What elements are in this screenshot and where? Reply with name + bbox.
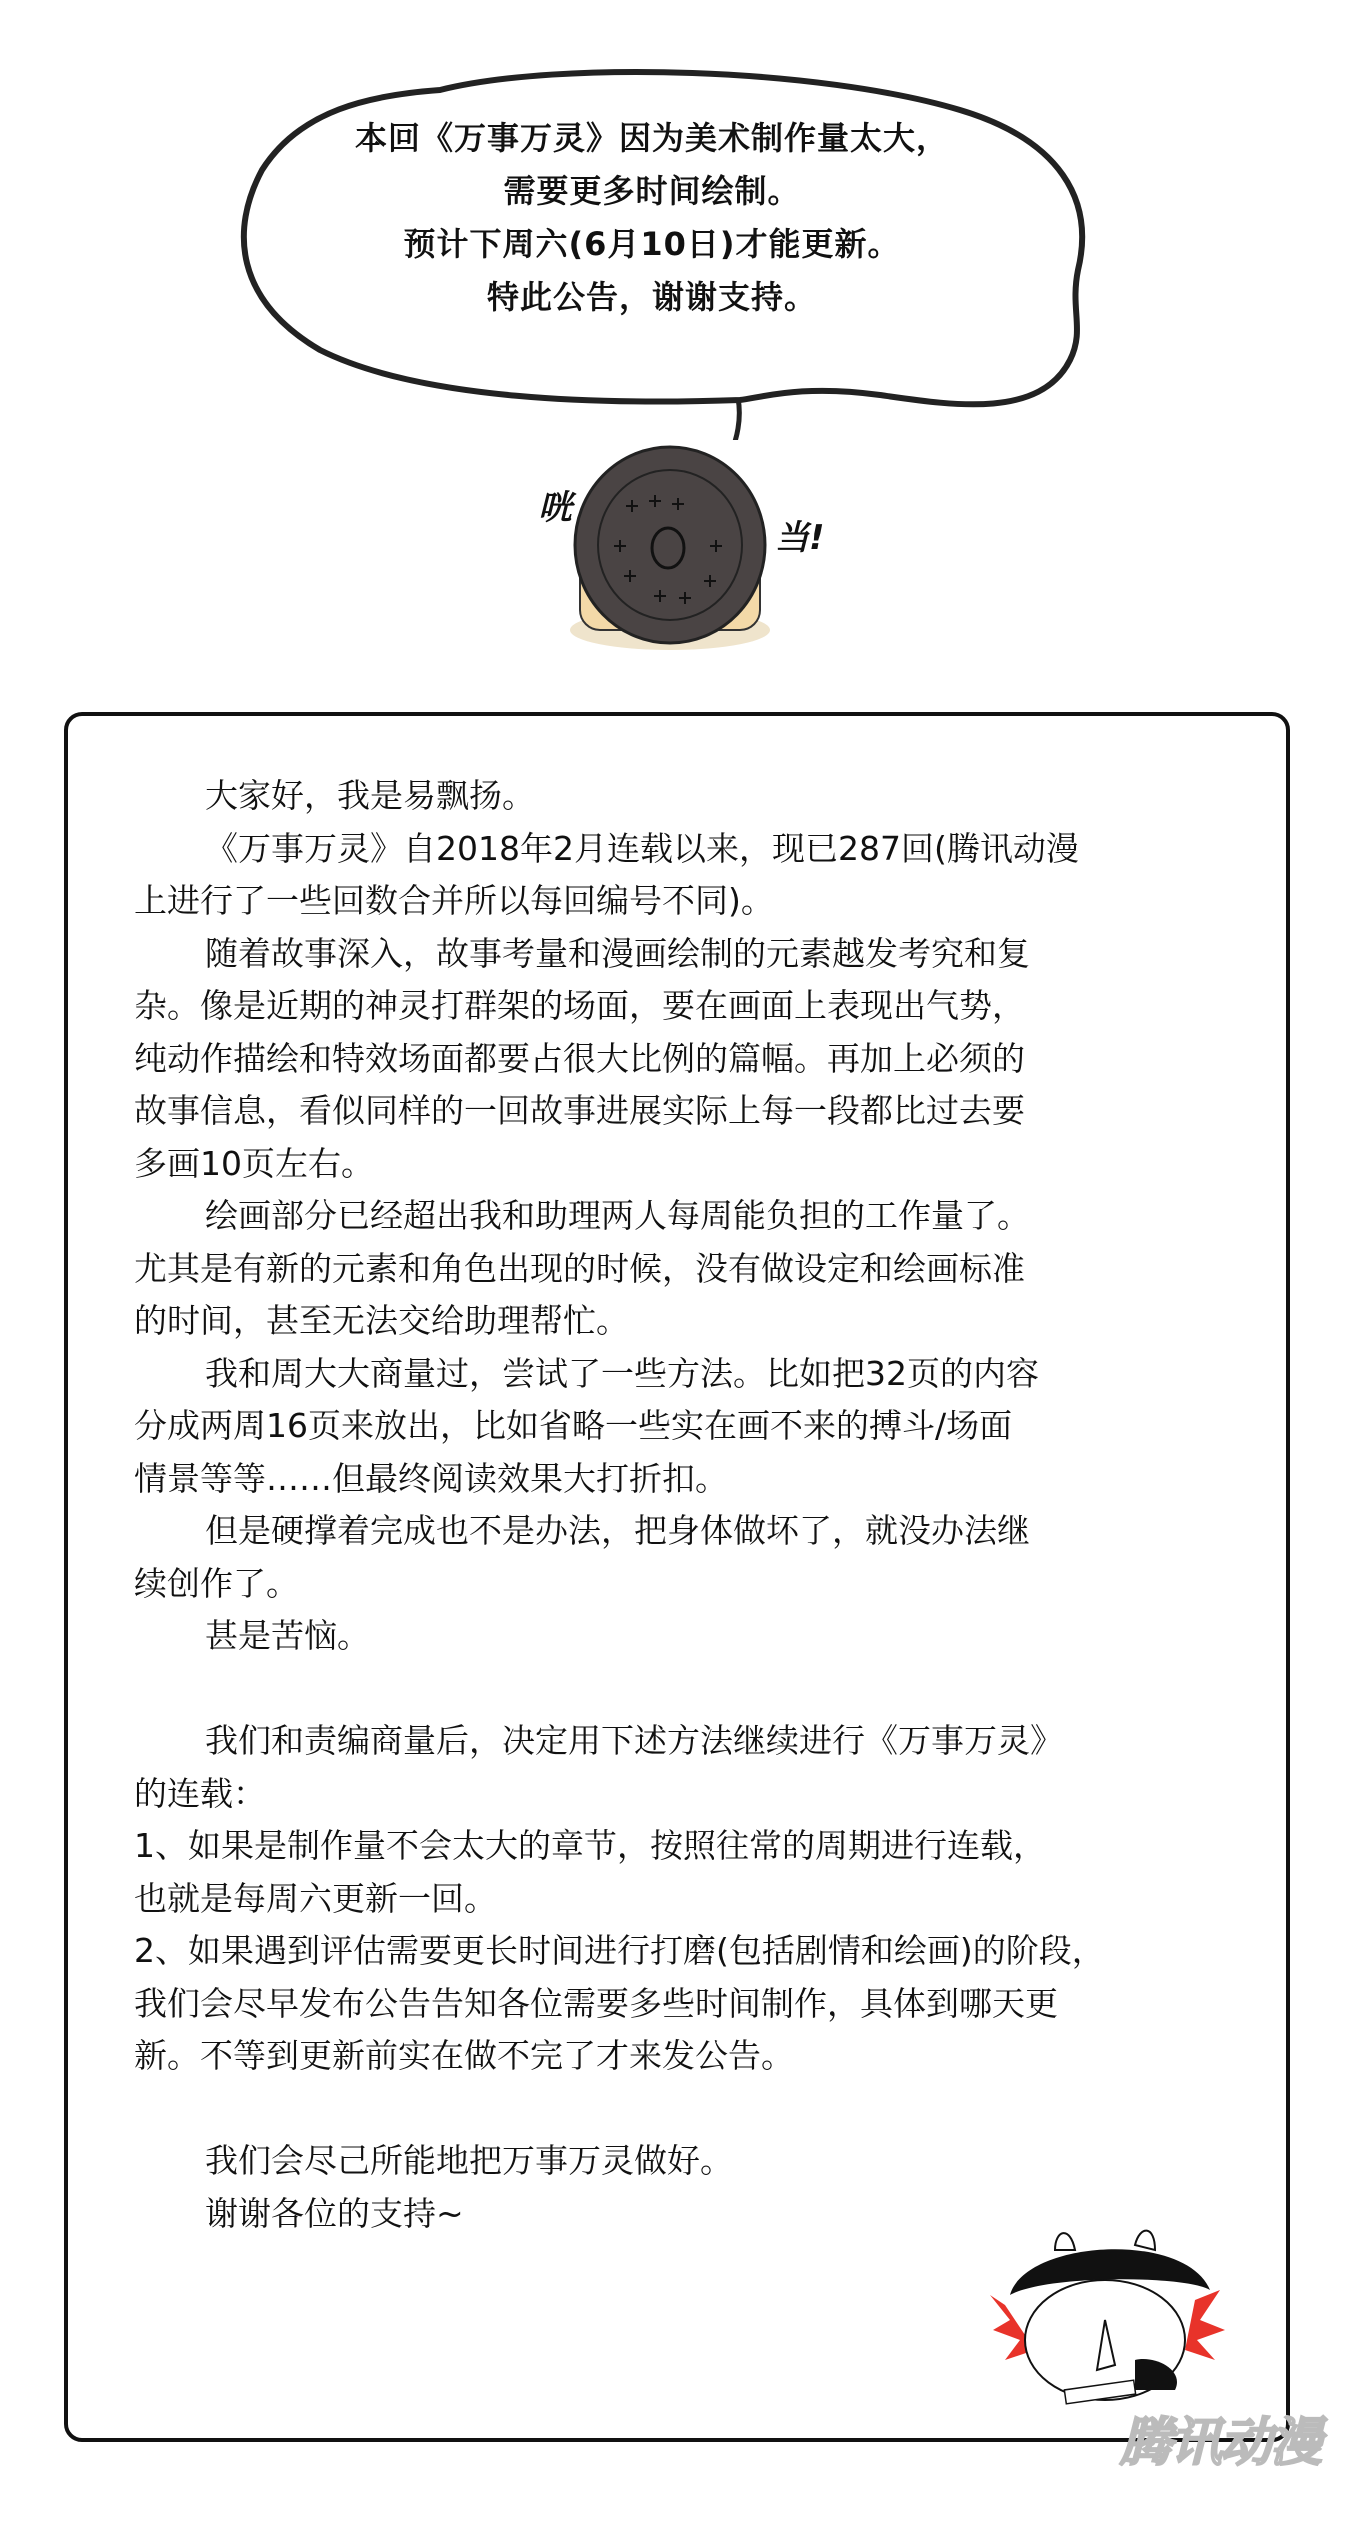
notice-letter: [134, 770, 1274, 2240]
announcement-text: [232, 112, 1072, 324]
letter-line: 情景等等……但最终阅读效果大打折扣。: [134, 1458, 728, 1498]
letter-line: 绘画部分已经超出我和助理两人每周能负担的工作量了。: [205, 1196, 1030, 1235]
letter-line: 《万事万灵》自2018年2月连载以来，现已287回(腾讯动漫: [205, 828, 1079, 868]
tencent-comic-watermark: 腾讯动漫: [1120, 2413, 1321, 2473]
letter-line: 新。不等到更新前实在做不完了才来发公告。: [134, 2036, 794, 2075]
letter-line: 多画10页左右。: [134, 1143, 374, 1183]
letter-line: 但是硬撑着完成也不是办法，把身体做坏了，就没办法继: [205, 1511, 1030, 1550]
letter-line: 我们会尽己所能地把万事万灵做好。: [205, 2141, 733, 2180]
sound-effect-left: 咣: [538, 488, 572, 528]
letter-line: 随着故事深入，故事考量和漫画绘制的元素越发考究和复: [205, 933, 1030, 973]
announcement-line: 需要更多时间绘制。: [503, 172, 801, 210]
letter-line: 大家好，我是易飘扬。: [205, 776, 535, 815]
letter-line: 我们会尽早发布公告告知各位需要多些时间制作，具体到哪天更: [134, 1983, 1058, 2023]
letter-line: 甚是苦恼。: [205, 1616, 370, 1655]
letter-line: 1、如果是制作量不会太大的章节，按照往常的周期进行连载，: [134, 1826, 1046, 1865]
letter-line: 谢谢各位的支持~: [205, 2193, 464, 2233]
letter-line: 的连载：: [134, 1773, 266, 1813]
announcement-line: 本回《万事万灵》因为美术制作量太大，: [354, 119, 949, 157]
sound-effect-right: 当!: [775, 518, 825, 558]
letter-line: 也就是每周六更新一回。: [134, 1878, 497, 1918]
letter-line: 我们和责编商量后，决定用下述方法继续进行《万事万灵》: [205, 1721, 1063, 1760]
letter-line: 的时间，甚至无法交给助理帮忙。: [134, 1301, 629, 1340]
author-chibi-illustration: [985, 2220, 1235, 2410]
letter-line: 上进行了一些回数合并所以每回编号不同)。: [134, 881, 774, 920]
letter-line: 故事信息，看似同样的一回故事进展实际上每一段都比过去要: [134, 1091, 1025, 1130]
letter-line: 纯动作描绘和特效场面都要占很大比例的篇幅。再加上必须的: [134, 1038, 1025, 1078]
letter-line: 我和周大大商量过，尝试了一些方法。比如把32页的内容: [205, 1353, 1039, 1393]
letter-line: 分成两周16页来放出，比如省略一些实在画不来的搏斗/场面: [134, 1406, 1013, 1445]
announcement-line: 预计下周六(6月10日)才能更新。: [403, 225, 901, 263]
letter-line: 2、如果遇到评估需要更长时间进行打磨(包括剧情和绘画)的阶段，: [134, 1931, 1105, 1970]
letter-line: 尤其是有新的元素和角色出现的时候，没有做设定和绘画标准: [134, 1248, 1025, 1288]
letter-line: 续创作了。: [134, 1563, 299, 1603]
letter-line: 杂。像是近期的神灵打群架的场面，要在画面上表现出气势，: [134, 986, 1025, 1025]
announcement-line: 特此公告，谢谢支持。: [486, 278, 817, 316]
